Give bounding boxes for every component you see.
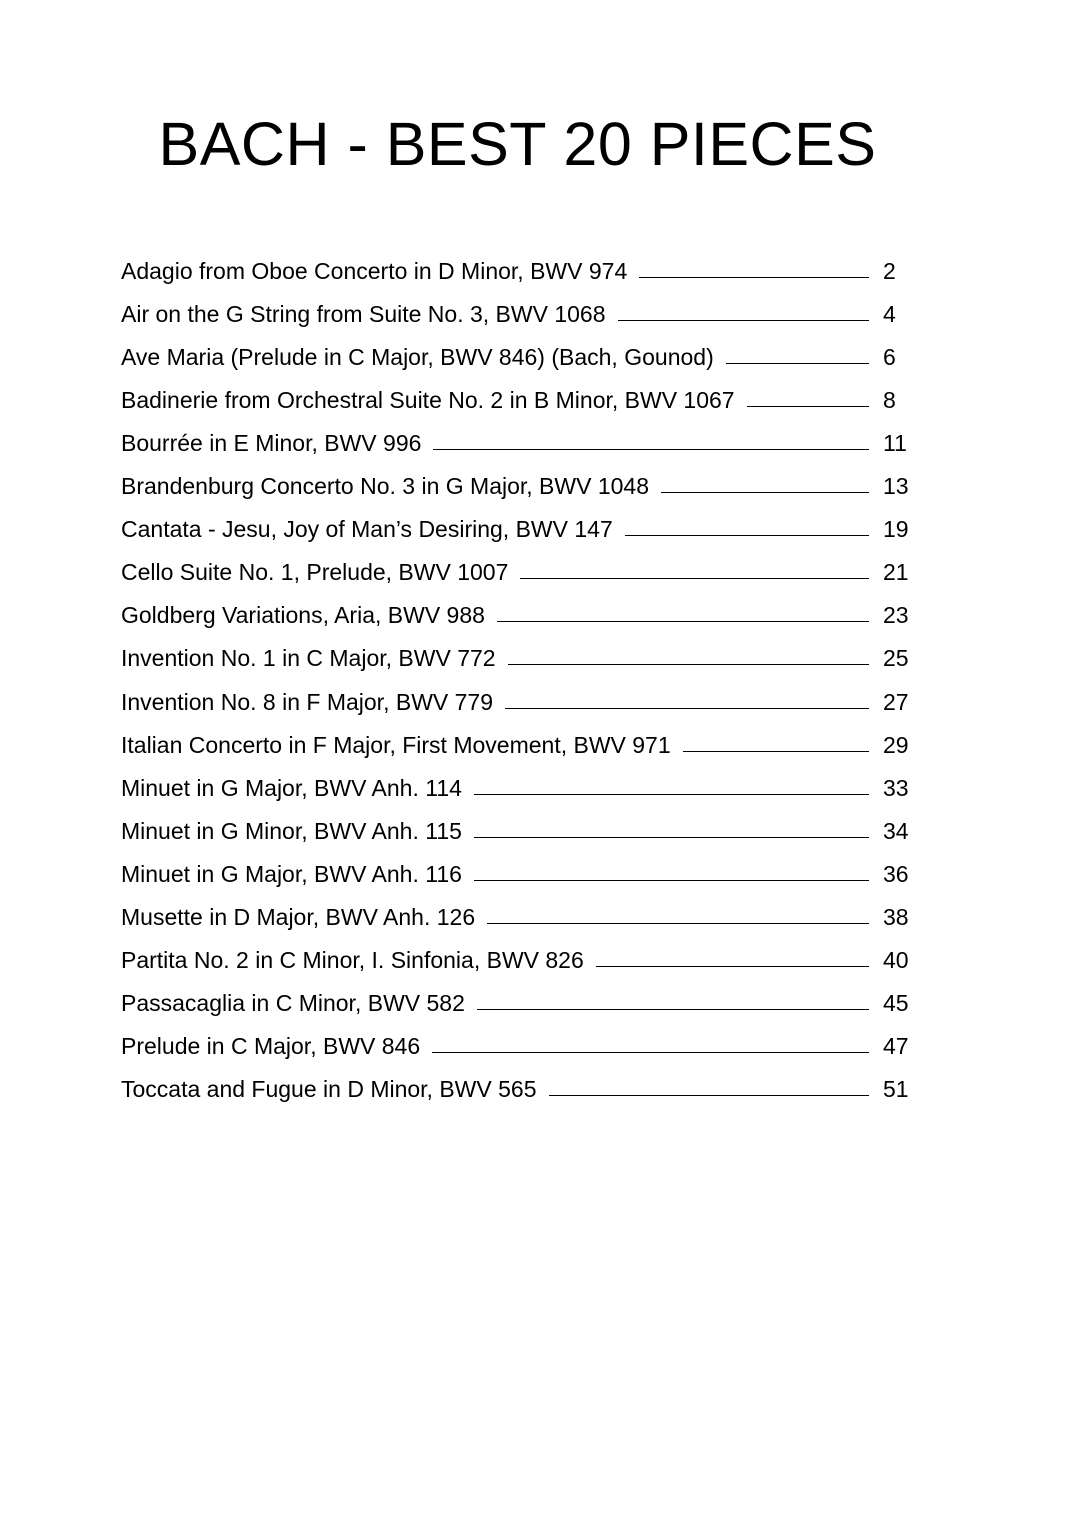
toc-leader-line — [505, 707, 869, 709]
toc-entry-page-number: 25 — [883, 645, 909, 672]
toc-entry-title: Goldberg Variations, Aria, BWV 988 — [121, 602, 485, 629]
toc-entry-page-number: 27 — [883, 688, 909, 715]
toc-entry-page-number: 34 — [883, 817, 909, 844]
toc-entry — [121, 246, 911, 289]
toc-entry-title: Cantata - Jesu, Joy of Man’s Desiring, BWV 147 — [121, 516, 613, 543]
toc-entry — [121, 763, 911, 806]
toc-entry-page-number: 19 — [883, 516, 909, 543]
toc-entry-title: Italian Concerto in F Major, First Movement, BWV 971 — [121, 731, 671, 758]
toc-entry — [121, 547, 911, 590]
toc-entry-title: Adagio from Oboe Concerto in D Minor, BWV 974 — [121, 258, 628, 285]
toc-entry-page-number: 40 — [883, 946, 909, 973]
toc-leader-line — [520, 577, 869, 579]
toc-entry-page-number: 23 — [883, 602, 909, 629]
toc-entry-title: Invention No. 8 in F Major, BWV 779 — [121, 688, 494, 715]
toc-entry-title: Partita No. 2 in C Minor, I. Sinfonia, BWV 826 — [121, 946, 584, 973]
toc-entry-title: Badinerie from Orchestral Suite No. 2 in B Minor, BWV 1067 — [121, 387, 735, 414]
toc-leader-line — [726, 362, 869, 364]
toc-entry-title: Ave Maria (Prelude in C Major, BWV 846) (Bach, Gounod) — [121, 344, 714, 371]
toc-entry — [121, 806, 911, 849]
toc-leader-line — [661, 491, 869, 493]
toc-leader-line — [747, 405, 869, 407]
toc-entry-page-number: 13 — [883, 473, 909, 500]
toc-entry-title: Cello Suite No. 1, Prelude, BWV 1007 — [121, 559, 509, 586]
toc-leader-line — [508, 663, 869, 665]
toc-entry — [121, 978, 911, 1021]
toc-leader-line — [683, 750, 869, 752]
toc-leader-line — [477, 1008, 869, 1010]
toc-entry-page-number: 29 — [883, 731, 909, 758]
toc-entry-title: Minuet in G Major, BWV Anh. 114 — [121, 774, 462, 801]
toc-entry — [121, 676, 911, 719]
toc-entry — [121, 590, 911, 633]
toc-entry — [121, 1064, 911, 1107]
toc-leader-line — [549, 1094, 870, 1096]
toc-entry — [121, 849, 911, 892]
toc-entry — [121, 1021, 911, 1064]
toc-entry-title: Toccata and Fugue in D Minor, BWV 565 — [121, 1075, 537, 1102]
toc-entry-page-number: 33 — [883, 774, 909, 801]
table-of-contents — [121, 246, 911, 1107]
toc-entry-title: Invention No. 1 in C Major, BWV 772 — [121, 645, 496, 672]
toc-entry-title: Minuet in G Minor, BWV Anh. 115 — [121, 817, 462, 844]
toc-entry-title: Minuet in G Major, BWV Anh. 116 — [121, 860, 462, 887]
toc-entry-title: Brandenburg Concerto No. 3 in G Major, BWV 1048 — [121, 473, 650, 500]
toc-entry-page-number: 21 — [883, 559, 909, 586]
toc-leader-line — [474, 836, 869, 838]
toc-leader-line — [474, 879, 869, 881]
toc-entry-title: Musette in D Major, BWV Anh. 126 — [121, 903, 476, 930]
toc-leader-line — [596, 965, 869, 967]
toc-entry-page-number: 6 — [883, 344, 896, 371]
toc-entry-title: Air on the G String from Suite No. 3, BWV 1068 — [121, 301, 606, 328]
toc-entry — [121, 935, 911, 978]
toc-leader-line — [474, 793, 869, 795]
toc-entry — [121, 504, 911, 547]
toc-leader-line — [618, 319, 870, 321]
toc-entry — [121, 375, 911, 418]
toc-entry-title: Bourrée in E Minor, BWV 996 — [121, 430, 422, 457]
toc-leader-line — [433, 448, 869, 450]
toc-entry — [121, 418, 911, 461]
toc-entry-page-number: 45 — [883, 989, 909, 1016]
toc-entry-title: Passacaglia in C Minor, BWV 582 — [121, 989, 465, 1016]
page-title: BACH - BEST 20 PIECES — [158, 110, 877, 178]
toc-entry — [121, 633, 911, 676]
toc-entry-page-number: 2 — [883, 258, 896, 285]
toc-entry-page-number: 38 — [883, 903, 909, 930]
toc-entry-page-number: 51 — [883, 1075, 909, 1102]
toc-leader-line — [625, 534, 869, 536]
toc-entry — [121, 892, 911, 935]
toc-leader-line — [497, 620, 869, 622]
toc-leader-line — [487, 922, 869, 924]
toc-leader-line — [639, 276, 869, 278]
toc-entry — [121, 332, 911, 375]
toc-entry-page-number: 4 — [883, 301, 896, 328]
toc-entry — [121, 289, 911, 332]
toc-leader-line — [432, 1051, 869, 1053]
toc-entry-title: Prelude in C Major, BWV 846 — [121, 1032, 421, 1059]
toc-entry-page-number: 8 — [883, 387, 896, 414]
toc-entry-page-number: 36 — [883, 860, 909, 887]
toc-entry — [121, 461, 911, 504]
toc-entry — [121, 720, 911, 763]
toc-entry-page-number: 47 — [883, 1032, 909, 1059]
toc-entry-page-number: 11 — [883, 430, 907, 457]
